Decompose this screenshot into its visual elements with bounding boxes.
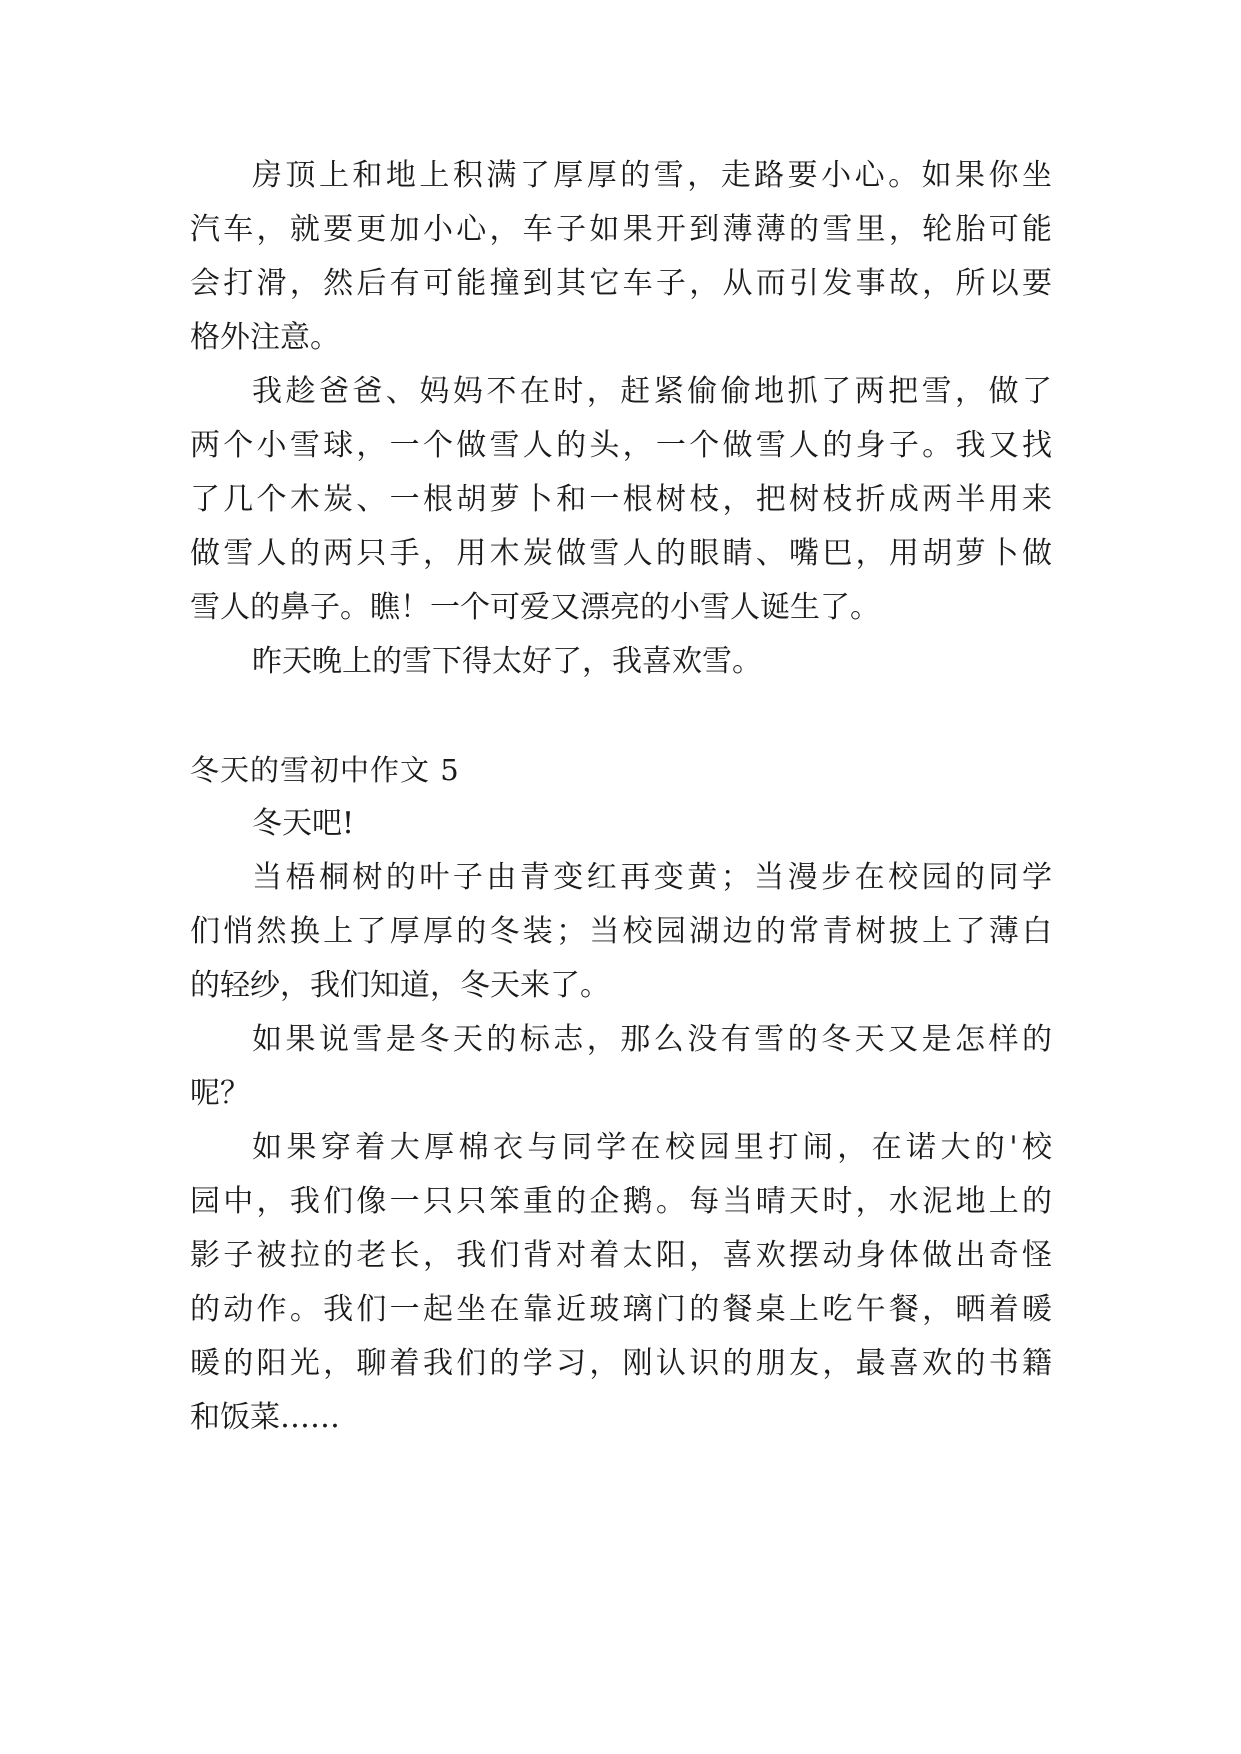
- paragraph-line: 呢？: [190, 1076, 250, 1111]
- paragraph-line: 会打滑，然后有可能撞到其它车子，从而引发事故，所以要: [190, 266, 1052, 301]
- paragraph-line: 昨天晚上的雪下得太好了，我喜欢雪。: [252, 644, 762, 679]
- paragraph-line: 当梧桐树的叶子由青变红再变黄；当漫步在校园的同学: [252, 860, 1052, 895]
- paragraph-line: 的轻纱，我们知道，冬天来了。: [190, 968, 610, 1003]
- paragraph-line: 园中，我们像一只只笨重的企鹅。每当晴天时，水泥地上的: [190, 1184, 1052, 1219]
- paragraph-line: 影子被拉的老长，我们背对着太阳，喜欢摆动身体做出奇怪: [190, 1238, 1052, 1273]
- paragraph-line: 如果说雪是冬天的标志，那么没有雪的冬天又是怎样的: [252, 1022, 1052, 1057]
- paragraph-line: 汽车，就要更加小心，车子如果开到薄薄的雪里，轮胎可能: [190, 212, 1052, 247]
- paragraph-line: 暖的阳光，聊着我们的学习，刚认识的朋友，最喜欢的书籍: [190, 1346, 1052, 1381]
- paragraph-line: 冬天吧!: [252, 806, 355, 841]
- paragraph-line: 房顶上和地上积满了厚厚的雪，走路要小心。如果你坐: [252, 158, 1052, 193]
- section-heading: 冬天的雪初中作文 5: [190, 753, 460, 787]
- paragraph-line: 两个小雪球，一个做雪人的头，一个做雪人的身子。我又找: [190, 428, 1052, 463]
- paragraph-line: 们悄然换上了厚厚的冬装；当校园湖边的常青树披上了薄白: [190, 914, 1052, 949]
- paragraph-line: 做雪人的两只手，用木炭做雪人的眼睛、嘴巴，用胡萝卜做: [190, 536, 1052, 571]
- paragraph-line: 雪人的鼻子。瞧！一个可爱又漂亮的小雪人诞生了。: [190, 590, 880, 625]
- paragraph-line: 了几个木炭、一根胡萝卜和一根树枝，把树枝折成两半用来: [190, 482, 1052, 517]
- paragraph-line: 的动作。我们一起坐在靠近玻璃门的餐桌上吃午餐，晒着暖: [190, 1292, 1052, 1327]
- paragraph-line: 我趁爸爸、妈妈不在时，赶紧偷偷地抓了两把雪，做了: [252, 374, 1052, 409]
- paragraph-line: 如果穿着大厚棉衣与同学在校园里打闹，在诺大的'校: [252, 1130, 1052, 1165]
- paragraph-line: 格外注意。: [190, 320, 340, 355]
- paragraph-line: 和饭菜……: [190, 1400, 340, 1435]
